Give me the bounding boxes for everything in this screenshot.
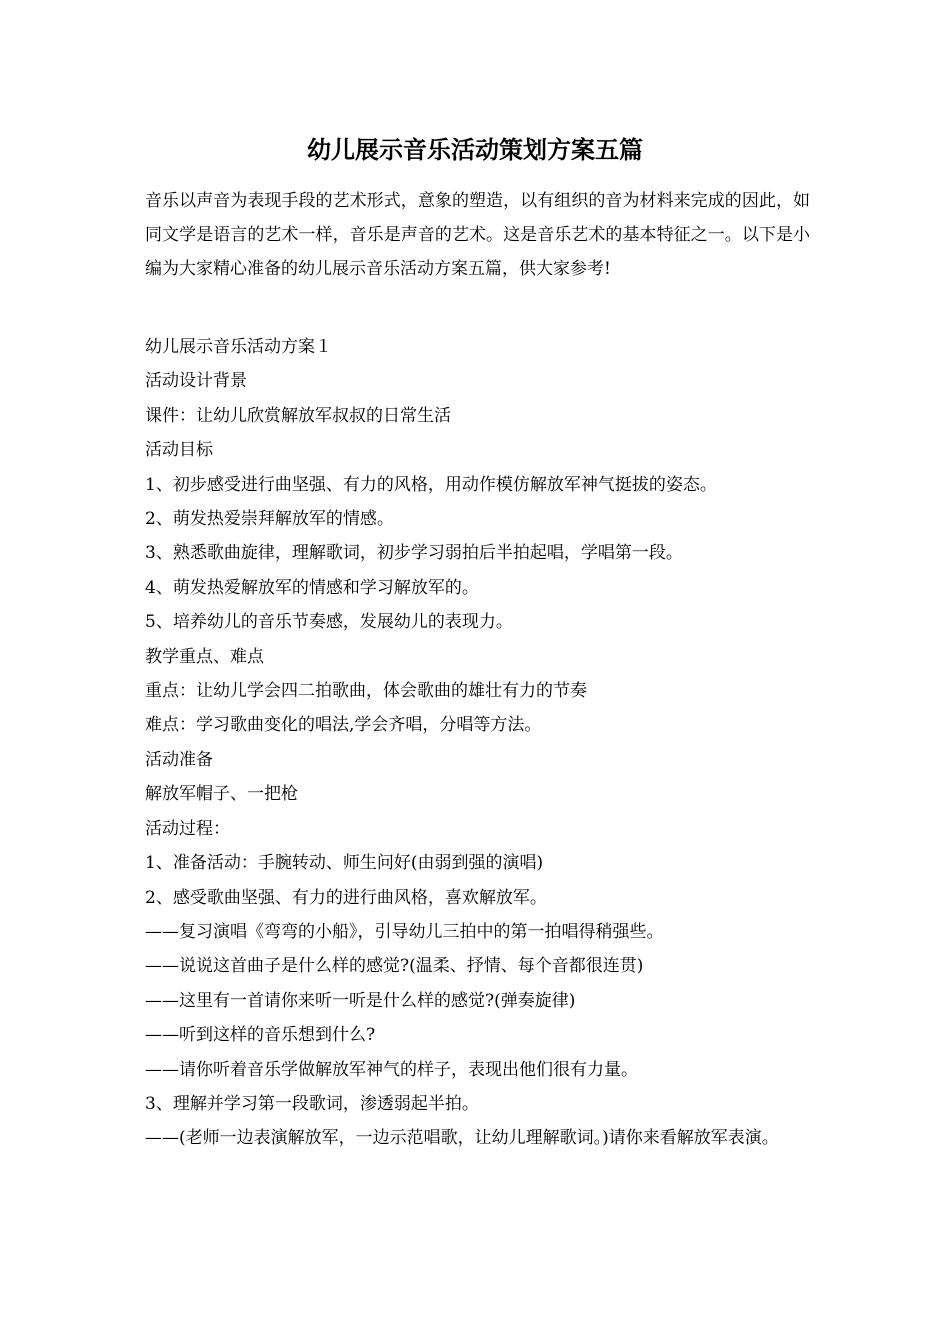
list-item: 4、萌发热爱解放军的情感和学习解放军的。 [145, 577, 479, 598]
list-item: 2、感受歌曲坚强、有力的进行曲风格，喜欢解放军。 [145, 887, 547, 908]
section-heading-key-points: 教学重点、难点 [145, 646, 264, 667]
plan-heading: 幼儿展示音乐活动方案１ [145, 337, 332, 357]
section-heading-process: 活动过程： [145, 818, 230, 839]
text-line: 重点：让幼儿学会四二拍歌曲，体会歌曲的雄壮有力的节奏 [145, 681, 587, 702]
section-heading-background: 活动设计背景 [145, 371, 247, 392]
text-line: 课件：让幼儿欣赏解放军叔叔的日常生活 [145, 405, 451, 426]
intro-paragraph: 音乐以声音为表现手段的艺术形式，意象的塑造，以有组织的音为材料来完成的因此，如同文学是语言的艺术一样，音乐是声音的艺术。这是音乐艺术的基本特征之一。以下是小编为大家精心准备的幼儿展示音乐活动方案五篇，供大家参考! [145, 191, 810, 279]
dash-item: ——说说这首曲子是什么样的感觉?(温柔、抒情、每个音都很连贯) [145, 956, 644, 977]
document-body [145, 330, 810, 1156]
section-heading-goals: 活动目标 [145, 440, 213, 461]
dash-item: ——复习演唱《弯弯的小船》，引导幼儿三拍中的第一拍唱得稍强些。 [145, 921, 664, 942]
list-item: 3、理解并学习第一段歌词，渗透弱起半拍。 [145, 1093, 479, 1114]
list-item: 5、培养幼儿的音乐节奏感，发展幼儿的表现力。 [145, 612, 513, 633]
document-title: 幼儿展示音乐活动策划方案五篇 [307, 135, 643, 164]
dash-item: ——请你听着音乐学做解放军神气的样子，表现出他们很有力量。 [145, 1059, 638, 1080]
dash-item: ——这里有一首请你来听一听是什么样的感觉?(弹奏旋律) [145, 990, 576, 1011]
dash-item: ——听到这样的音乐想到什么? [145, 1025, 376, 1046]
text-line: 解放军帽子、一把枪 [145, 784, 298, 805]
section-heading-preparation: 活动准备 [145, 749, 213, 770]
list-item: 1、准备活动：手腕转动、师生问好(由弱到强的演唱) [145, 853, 544, 874]
text-line: 难点：学习歌曲变化的唱法,学会齐唱，分唱等方法。 [145, 715, 542, 736]
list-item: 2、萌发热爱崇拜解放军的情感。 [145, 509, 394, 530]
list-item: 3、熟悉歌曲旋律，理解歌词，初步学习弱拍后半拍起唱，学唱第一段。 [145, 543, 683, 564]
list-item: 1、初步感受进行曲坚强、有力的风格，用动作模仿解放军神气挺拔的姿态。 [145, 474, 717, 495]
dash-item: ——(老师一边表演解放军，一边示范唱歌，让幼儿理解歌词。)请你来看解放军表演。 [145, 1128, 779, 1149]
